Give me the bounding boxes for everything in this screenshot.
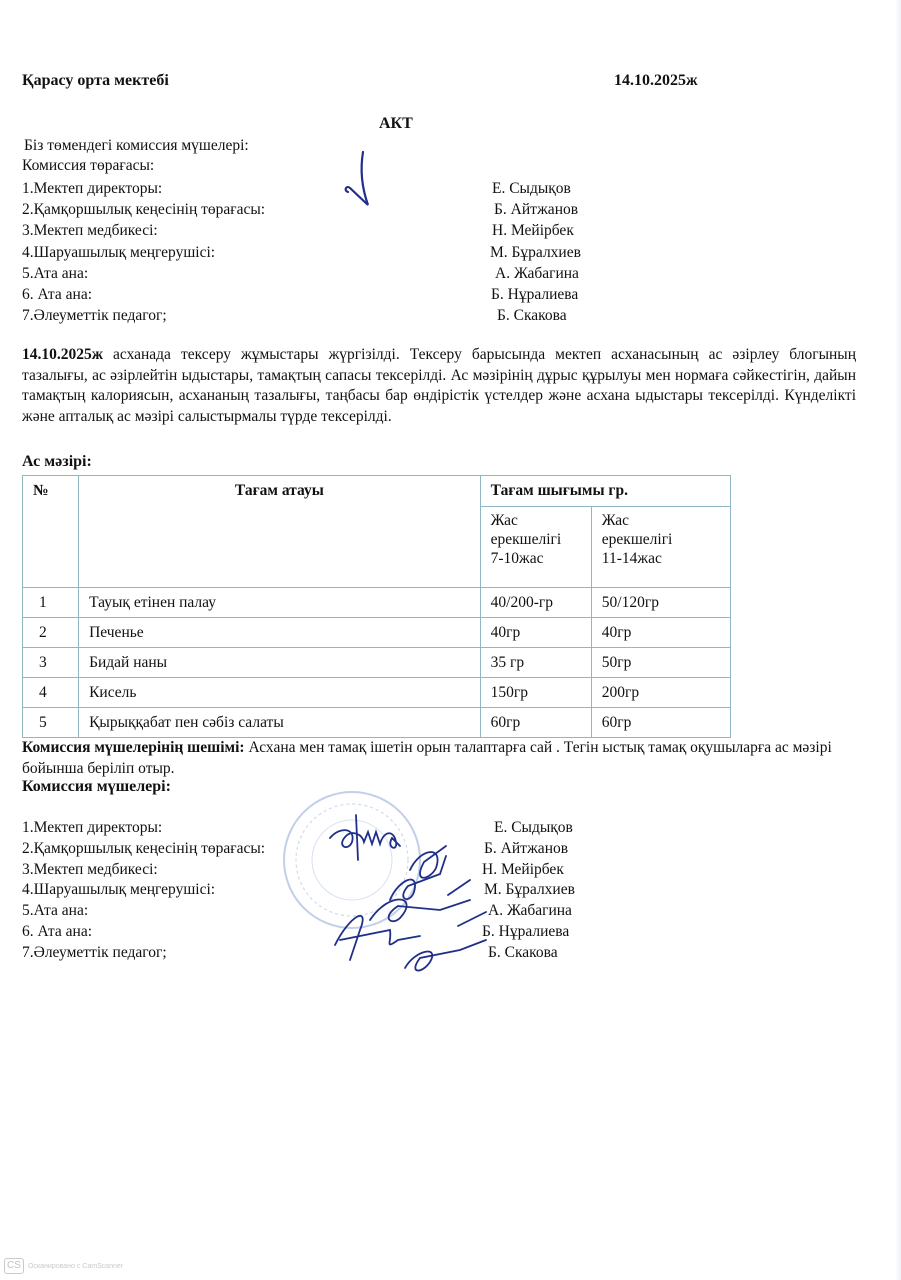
commission-role: 5.Ата ана:: [22, 264, 89, 282]
menu-table: [22, 475, 731, 738]
header-dish-name: Тағам атауы: [79, 476, 481, 588]
row-num: 5: [23, 708, 79, 738]
member-name: Е. Сыдықов: [494, 819, 573, 836]
row-num: 4: [23, 678, 79, 708]
commission-name: Б. Айтжанов: [494, 201, 579, 219]
commission-role: 4.Шаруашылық меңгерушісі:: [22, 243, 216, 261]
watermark-text: Осканировано с CamScanner: [28, 1262, 124, 1270]
decision-label: Комиссия мүшелерінің шешімі:: [22, 739, 245, 756]
table-row: [23, 708, 731, 738]
commission-role: 2.Қамқоршылық кеңесінің төрағасы:: [22, 201, 266, 219]
menu-label: Ас мәзірі:: [22, 453, 92, 470]
document-date: 14.10.2025ж: [614, 72, 698, 89]
row-num: 1: [23, 588, 79, 618]
school-name: Қарасу орта мектебі: [22, 72, 169, 89]
header-text: ерекшелігі: [490, 531, 562, 548]
commission-role: 6. Ата ана:: [22, 286, 92, 304]
commission-name: Б. Нұралиева: [491, 286, 579, 304]
table-row: [23, 588, 731, 618]
row-dish: Тауық етінен палау: [79, 588, 481, 618]
signatures-icon: [330, 815, 486, 971]
member-name: Н. Мейірбек: [482, 860, 564, 878]
row-age-a: 60гр: [480, 708, 591, 738]
member-role: 5.Ата ана:: [22, 902, 89, 920]
row-age-b: 200гр: [591, 678, 730, 708]
paragraph-text: асханада тексеру жұмыстары жүргізілді. Тексеру барысында мектеп асханасының ас әзірлеу блогының тазалығы, ас әзірлейтін ыдыстары, тамақтың сапасы тексерілді. Ас мәзірінің дұрыс құрылуы мен нормаға сәйкестігін, дайын тамақтың калориясын, асхананың тазалығы, таңбасы бар өндірістік үстелдер және асхана ыдыстары тексерілді. Күнделікті және апталық ас мәзірі салыстырмалы түрде тексерілді.: [22, 346, 856, 425]
document-title: АКТ: [379, 115, 413, 132]
row-dish: Қырыққабат пен сәбіз салаты: [79, 708, 481, 738]
member-name: А. Жабагина: [488, 902, 572, 920]
commission-role: 7.Әлеуметтік педагог;: [22, 307, 167, 325]
row-age-b: 50/120гр: [591, 588, 730, 618]
commission-name: Н. Мейірбек: [492, 222, 574, 240]
commission-name: А. Жабагина: [495, 264, 579, 282]
chair-label: Комиссия төрағасы:: [22, 157, 155, 174]
row-dish: Печенье: [79, 618, 481, 648]
camscanner-logo-icon: CS: [4, 1258, 24, 1274]
member-role: 7.Әлеуметтік педагог;: [22, 943, 167, 961]
intro-line: Біз төмендегі комиссия мүшелері:: [24, 137, 249, 154]
commission-name: Е. Сыдықов: [492, 180, 571, 197]
header-age-11-14: [591, 507, 730, 588]
row-age-a: 35 гр: [480, 648, 591, 678]
row-age-a: 150гр: [480, 678, 591, 708]
commission-roles: [22, 178, 265, 326]
row-num: 2: [23, 618, 79, 648]
member-role: 1.Мектеп директоры:: [22, 819, 163, 836]
commission-decision: [22, 738, 862, 779]
header-text: 11-14жас: [601, 550, 662, 567]
header-output: Тағам шығымы гр.: [480, 476, 730, 507]
member-name: Б. Скакова: [488, 943, 558, 961]
header-text: ерекшелігі: [601, 531, 673, 548]
inspection-paragraph: [22, 345, 856, 427]
member-name: М. Бұралхиев: [484, 881, 575, 899]
table-row: [23, 678, 731, 708]
commission-role: 1.Мектеп директоры:: [22, 180, 163, 197]
member-name: Б. Айтжанов: [484, 839, 569, 857]
commission-name: Б. Скакова: [497, 307, 567, 325]
page-edge-shade: [895, 0, 901, 1280]
header-text: 7-10жас: [490, 550, 544, 567]
paragraph-date: 14.10.2025ж: [22, 346, 103, 363]
member-role: 2.Қамқоршылық кеңесінің төрағасы:: [22, 839, 266, 857]
row-age-b: 50гр: [591, 648, 730, 678]
row-age-a: 40/200-гр: [480, 588, 591, 618]
member-name: Б. Нұралиева: [482, 922, 570, 940]
row-dish: Бидай наны: [79, 648, 481, 678]
member-names: [480, 818, 575, 964]
commission-names: [478, 178, 581, 326]
member-role: 4.Шаруашылық меңгерушісі:: [22, 881, 216, 899]
row-age-a: 40гр: [480, 618, 591, 648]
header-num: №: [23, 476, 79, 588]
checkmark-icon: [346, 152, 368, 205]
header-text: Жас: [490, 512, 518, 529]
member-role: 3.Мектеп медбикесі:: [22, 860, 158, 878]
row-age-b: 40гр: [591, 618, 730, 648]
member-role: 6. Ата ана:: [22, 922, 92, 940]
header-age-7-10: [480, 507, 591, 588]
school-stamp-icon: [284, 792, 420, 928]
row-dish: Кисель: [79, 678, 481, 708]
camscanner-watermark: [4, 1258, 123, 1274]
row-age-b: 60гр: [591, 708, 730, 738]
header-text: Жас: [601, 512, 630, 529]
table-header-row: [23, 476, 731, 507]
table-row: [23, 648, 731, 678]
row-num: 3: [23, 648, 79, 678]
decision-text: Асхана мен тамақ ішетін орын талаптарға сай . Тегін ыстық тамақ оқушыларға ас мәзірі бойынша беріліп отыр.: [22, 739, 832, 777]
members-label: Комиссия мүшелері:: [22, 778, 171, 795]
table-row: [23, 618, 731, 648]
commission-role: 3.Мектеп медбикесі:: [22, 222, 158, 240]
commission-name: М. Бұралхиев: [490, 243, 581, 261]
member-roles: [22, 818, 265, 964]
